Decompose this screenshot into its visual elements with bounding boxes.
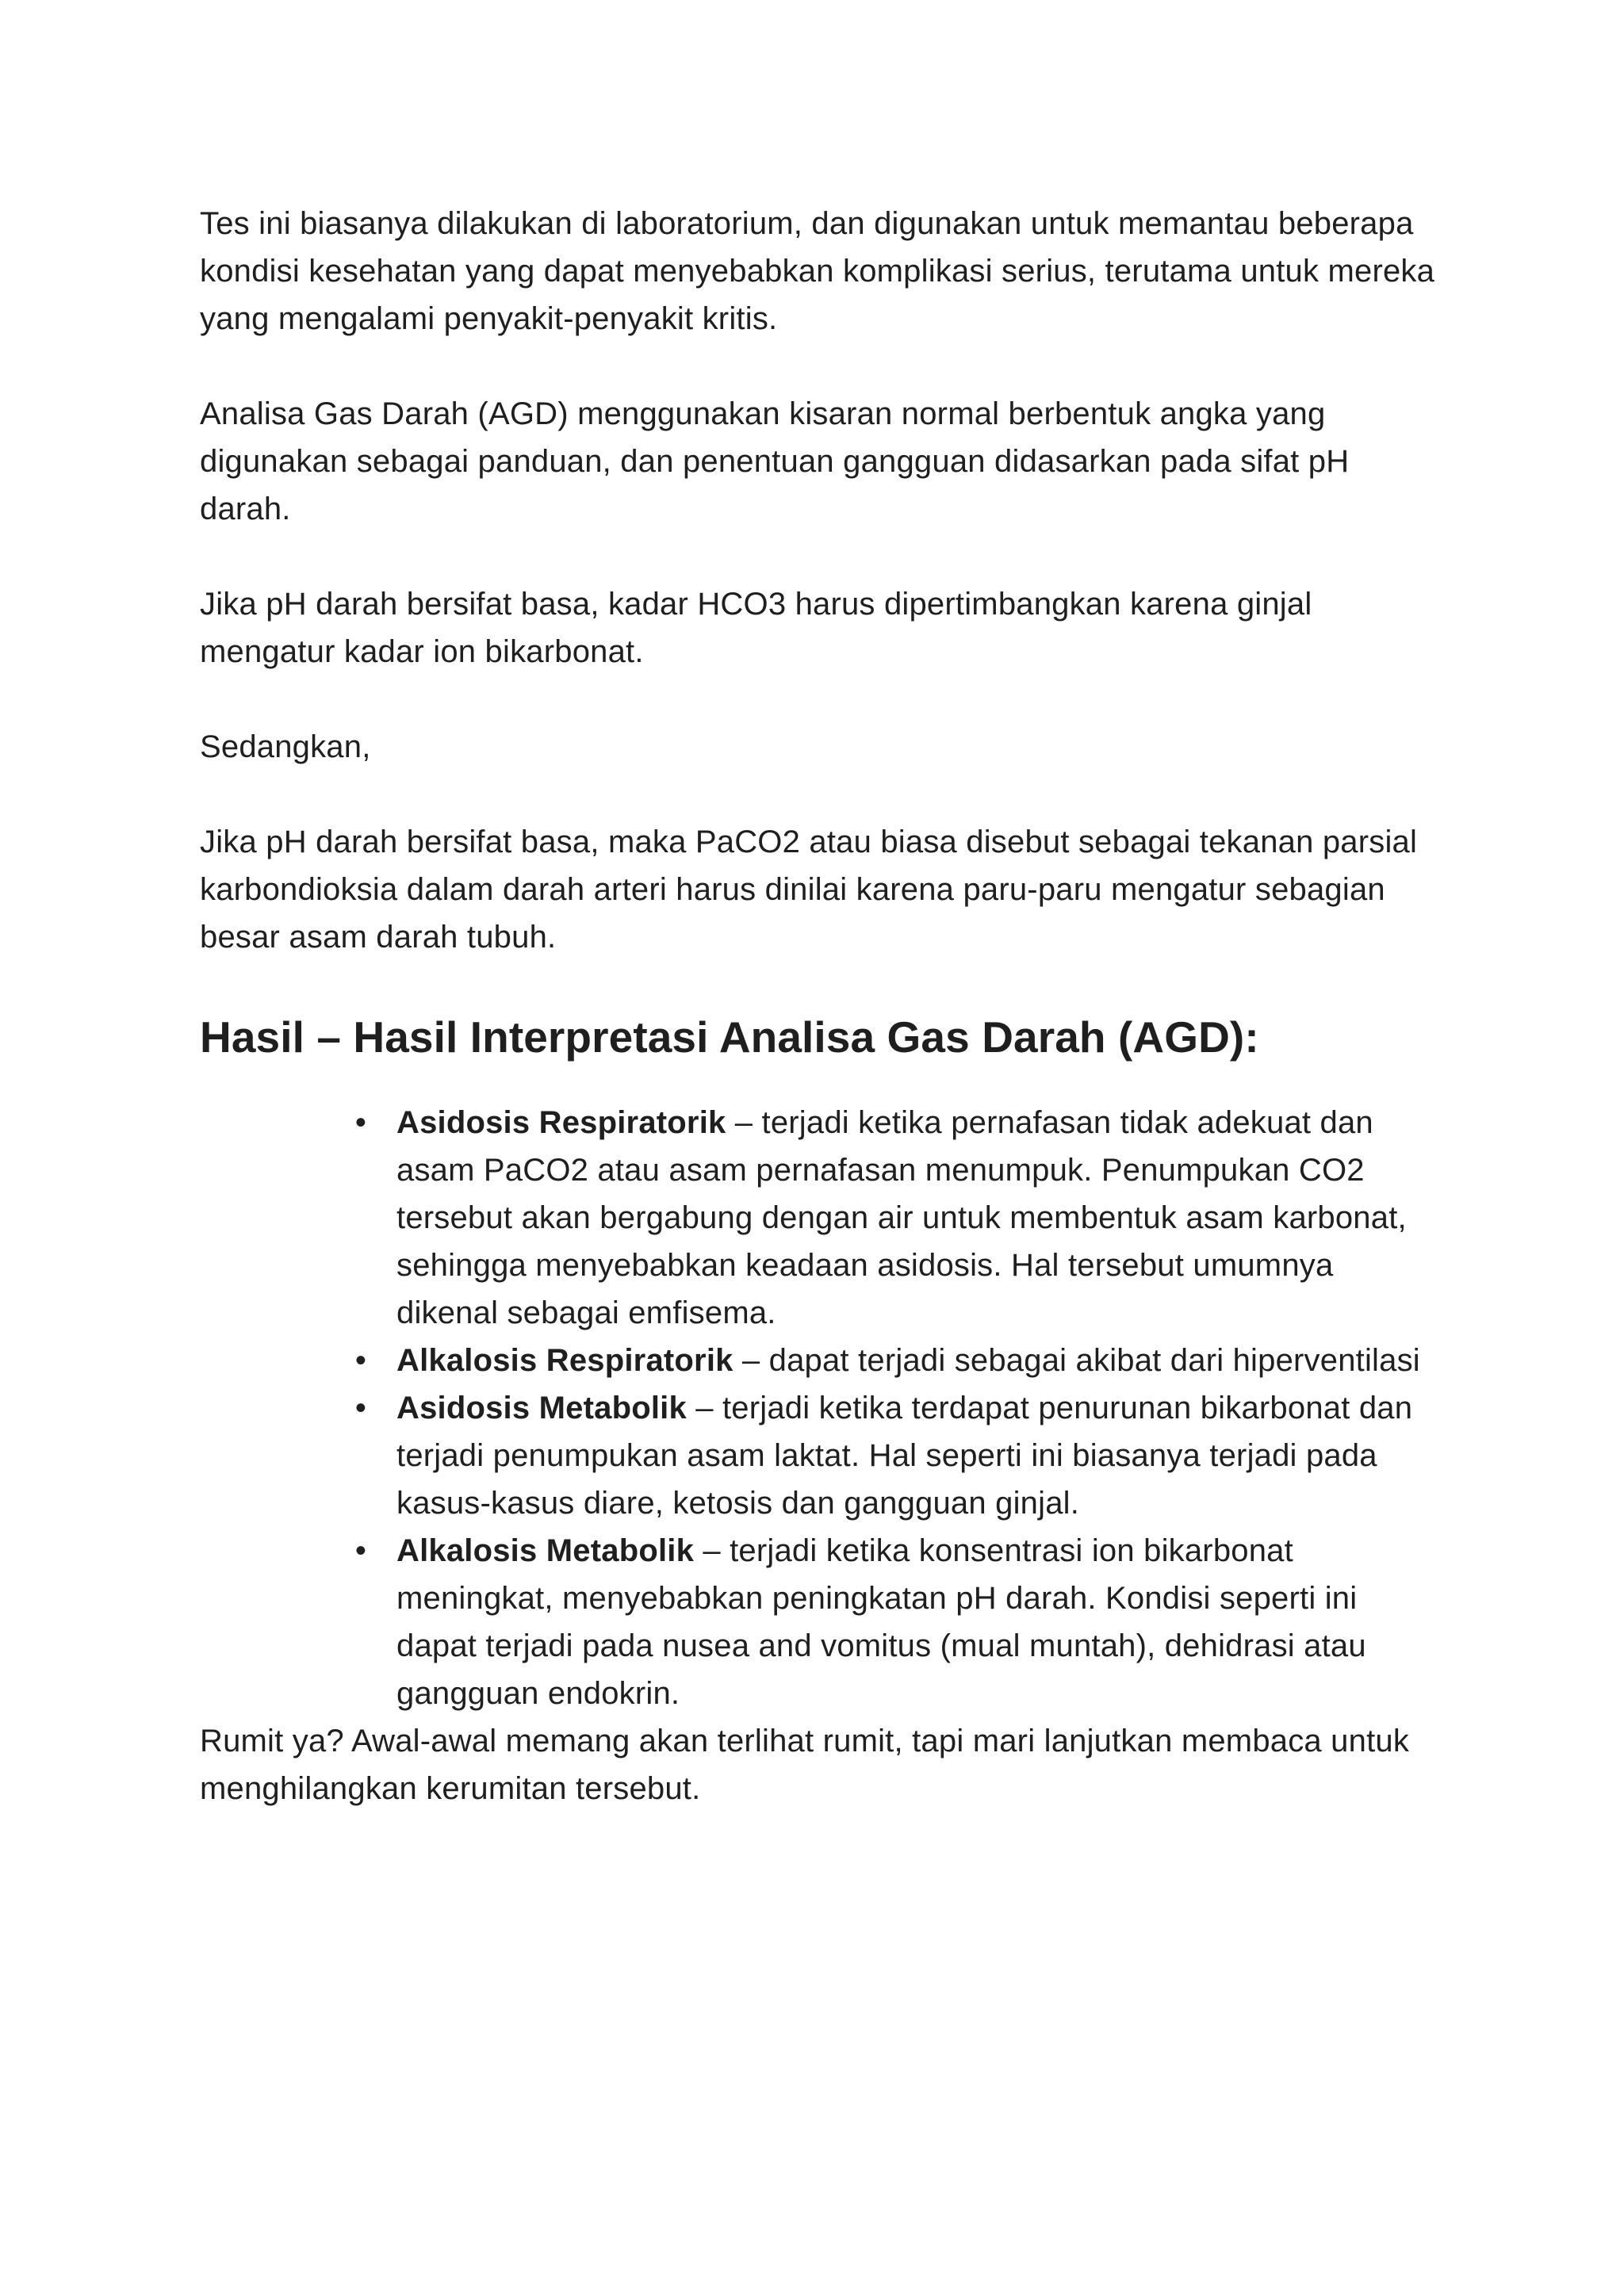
list-item-term: Alkalosis Respiratorik: [396, 1343, 733, 1378]
alkaline-paco2-paragraph: Jika pH darah bersifat basa, maka PaCO2 atau biasa disebut sebagai tekanan parsial karbondioksia dalam darah arteri harus dinilai karena paru-paru mengatur sebagian besar asam darah tubuh.: [200, 825, 1418, 955]
bullet-icon: •: [354, 1391, 367, 1425]
interpretation-list: [200, 1099, 1437, 1717]
bullet-icon: •: [354, 1343, 367, 1378]
list-item: [354, 1099, 1437, 1337]
list-item-text: – terjadi ketika pernafasan tidak adekuat dan asam PaCO2 atau asam pernafasan menumpuk. Penumpukan CO2 tersebut akan bergabung dengan air untuk membentuk asam karbonat, sehingga menyebabkan keadaan asidosis. Hal tersebut umumnya dikenal sebagai emfisema.: [396, 1105, 1407, 1330]
list-item-term: Asidosis Respiratorik: [396, 1105, 726, 1140]
agd-range-paragraph: Analisa Gas Darah (AGD) menggunakan kisaran normal berbentuk angka yang digunakan sebagai panduan, dan penentuan gangguan didasarkan pada sifat pH darah.: [200, 396, 1350, 526]
section-heading: Hasil – Hasil Interpretasi Analisa Gas Darah (AGD):: [200, 1012, 1259, 1062]
list-item-text: – terjadi ketika terdapat penurunan bikarbonat dan terjadi penumpukan asam laktat. Hal seperti ini biasanya terjadi pada kasus-kasus diare, ketosis dan gangguan ginjal.: [396, 1391, 1413, 1521]
list-item-term: Asidosis Metabolik: [396, 1391, 687, 1425]
list-item: [354, 1384, 1437, 1527]
document-page: [200, 200, 1437, 1812]
alkaline-hco3-paragraph: Jika pH darah bersifat basa, kadar HCO3 harus dipertimbangkan karena ginjal mengatur kadar ion bikarbonat.: [200, 587, 1312, 669]
bullet-icon: •: [354, 1105, 367, 1140]
list-item: [354, 1527, 1437, 1717]
list-item: [354, 1337, 1437, 1384]
intro-paragraph: Tes ini biasanya dilakukan di laboratorium, dan digunakan untuk memantau beberapa kondisi kesehatan yang dapat menyebabkan komplikasi serius, terutama untuk mereka yang mengalami penyakit-penyakit kritis.: [200, 206, 1435, 336]
bullet-icon: •: [354, 1533, 367, 1568]
closing-paragraph: Rumit ya? Awal-awal memang akan terlihat rumit, tapi mari lanjutkan membaca untuk menghilangkan kerumitan tersebut.: [200, 1724, 1410, 1806]
list-item-text: – dapat terjadi sebagai akibat dari hiperventilasi: [733, 1343, 1420, 1378]
list-item-text: – terjadi ketika konsentrasi ion bikarbonat meningkat, menyebabkan peningkatan pH darah. Kondisi seperti ini dapat terjadi pada nusea and vomitus (mual muntah), dehidrasi atau gangguan endokrin.: [396, 1533, 1366, 1711]
sedangkan-paragraph: Sedangkan,: [200, 729, 371, 764]
list-item-term: Alkalosis Metabolik: [396, 1533, 695, 1568]
